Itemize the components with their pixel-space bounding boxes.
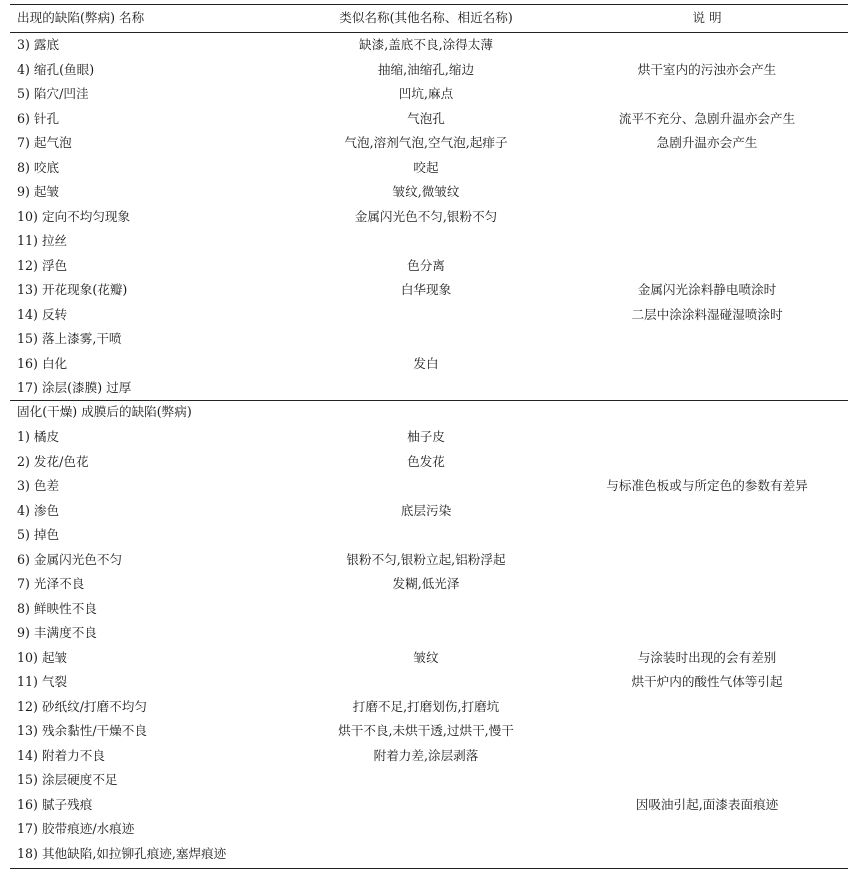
table-row [10, 695, 848, 720]
similar-name-cell: 色发花 [407, 453, 445, 469]
similar-name-cell: 底层污染 [400, 502, 452, 518]
defect-name-cell: 5) 掉色 [17, 527, 60, 542]
note-cell: 急剧升温亦会产生 [656, 135, 758, 150]
table-row [10, 670, 848, 695]
table-row [10, 621, 848, 646]
defect-name-cell: 11) 拉丝 [17, 233, 68, 248]
defect-name-cell: 3) 色差 [17, 478, 60, 493]
similar-name-cell: 发糊,低光泽 [392, 576, 460, 591]
header-col-similar-name: 类似名称(其他名称、相近名称) [339, 10, 513, 25]
table-row [10, 82, 848, 107]
note-cell: 与标准色板或与所定色的参数有差异 [606, 478, 808, 493]
defect-name-cell: 10) 定向不均匀现象 [17, 208, 131, 224]
table-row [10, 229, 848, 254]
defect-name-cell: 16) 腻子残痕 [17, 796, 93, 812]
table-row [10, 327, 848, 352]
defect-name-cell: 14) 附着力不良 [17, 747, 105, 763]
similar-name-cell: 皱纹,微皱纹 [392, 184, 460, 199]
table-row [10, 523, 848, 548]
table-row [10, 33, 848, 58]
table-row [10, 499, 848, 524]
defect-name-cell: 7) 光泽不良 [17, 576, 85, 591]
similar-name-cell: 皱纹 [413, 649, 439, 665]
header-col-notes: 说 明 [692, 10, 722, 25]
table-header-row [10, 6, 848, 31]
defect-name-cell: 17) 胶带痕迹/水痕迹 [17, 821, 135, 836]
table-row [10, 107, 848, 132]
table-row [10, 744, 848, 769]
similar-name-cell: 气泡,溶剂气泡,空气泡,起痱子 [344, 135, 508, 150]
defect-name-cell: 13) 残余黏性/干燥不良 [17, 723, 147, 738]
similar-name-cell: 烘干不良,未烘干透,过烘干,慢干 [338, 723, 514, 738]
defect-name-cell: 7) 起气泡 [17, 135, 72, 150]
defect-name-cell: 6) 金属闪光色不匀 [17, 551, 123, 567]
top-rule [10, 4, 848, 5]
defect-name-cell: 17) 涂层(漆膜) 过厚 [17, 380, 132, 395]
table-row [10, 131, 848, 156]
defect-name-cell: 4) 缩孔(鱼眼) [17, 61, 95, 77]
table-row [10, 793, 848, 818]
table-row [10, 572, 848, 597]
defect-name-cell: 4) 渗色 [17, 502, 60, 518]
defect-name-cell: 5) 陷穴/凹洼 [17, 86, 89, 101]
similar-name-cell: 柚子皮 [407, 429, 445, 444]
similar-name-cell: 附着力差,涂层剥落 [373, 747, 479, 763]
note-cell: 与涂装时出现的会有差别 [637, 649, 777, 665]
table-row [10, 58, 848, 83]
table-row [10, 352, 848, 377]
table-row [10, 205, 848, 230]
table-row [10, 548, 848, 573]
defect-name-cell: 18) 其他缺陷,如拉铆孔痕迹,塞焊痕迹 [17, 845, 227, 861]
similar-name-cell: 缺漆,盖底不良,涂得太薄 [359, 37, 493, 52]
similar-name-cell: 发白 [413, 355, 439, 371]
table-row [10, 842, 848, 867]
similar-name-cell: 打磨不足,打磨划伤,打磨坑 [352, 698, 500, 714]
similar-name-cell: 金属闪光色不匀,银粉不匀 [354, 208, 498, 224]
table-row [10, 303, 848, 328]
table-row [10, 450, 848, 475]
defect-name-cell: 3) 露底 [17, 37, 60, 52]
defect-name-cell: 15) 涂层硬度不足 [17, 772, 118, 787]
note-cell: 因吸油引起,面漆表面痕迹 [635, 796, 779, 812]
defect-name-cell: 11) 气裂 [17, 674, 68, 689]
table-row [10, 376, 848, 401]
similar-name-cell: 咬起 [413, 159, 439, 175]
header-col-defect-name: 出现的缺陷(弊病) 名称 [17, 10, 145, 25]
table-row [10, 768, 848, 793]
similar-name-cell: 抽缩,油缩孔,缩边 [377, 61, 475, 77]
table-row [10, 597, 848, 622]
defect-name-cell: 1) 橘皮 [17, 429, 60, 444]
bottom-rule [10, 868, 848, 869]
table-row [10, 425, 848, 450]
defect-name-cell: 12) 浮色 [17, 257, 68, 273]
defect-name-cell: 6) 针孔 [17, 110, 60, 126]
table-row [10, 254, 848, 279]
defect-name-cell: 8) 咬底 [17, 159, 60, 175]
similar-name-cell: 白华现象 [400, 282, 452, 297]
defect-name-cell: 12) 砂纸纹/打磨不均匀 [17, 698, 147, 714]
note-cell: 流平不充分、急剧升温亦会产生 [618, 110, 796, 126]
table-row [10, 474, 848, 499]
table-row [10, 817, 848, 842]
table-row [10, 646, 848, 671]
defect-name-cell: 9) 丰满度不良 [17, 625, 97, 640]
note-cell: 二层中涂涂料湿碰湿喷涂时 [631, 306, 783, 322]
defect-name-cell: 9) 起皱 [17, 184, 60, 199]
defect-name-cell: 10) 起皱 [17, 649, 68, 665]
similar-name-cell: 色分离 [407, 257, 445, 273]
note-cell: 金属闪光涂料静电喷涂时 [637, 282, 777, 297]
defect-name-cell: 16) 白化 [17, 355, 68, 371]
similar-name-cell: 凹坑,麻点 [398, 86, 454, 101]
section2-title-text: 固化(干燥) 成膜后的缺陷(弊病) [17, 404, 192, 419]
table-row [10, 278, 848, 303]
table-row [10, 156, 848, 181]
table-row [10, 719, 848, 744]
defect-name-cell: 2) 发花/色花 [17, 453, 89, 469]
note-cell: 烘干室内的污浊亦会产生 [637, 61, 777, 77]
table-row [10, 180, 848, 205]
defect-name-cell: 13) 开花现象(花瓣) [17, 282, 128, 297]
defect-name-cell: 15) 落上漆雾,干喷 [17, 331, 122, 346]
similar-name-cell: 银粉不匀,银粉立起,铝粉浮起 [346, 551, 506, 567]
similar-name-cell: 气泡孔 [407, 110, 445, 126]
note-cell: 烘干炉内的酸性气体等引起 [631, 674, 783, 689]
section2-title [10, 400, 848, 425]
defect-name-cell: 14) 反转 [17, 306, 68, 322]
defect-name-cell: 8) 鲜映性不良 [17, 600, 97, 616]
